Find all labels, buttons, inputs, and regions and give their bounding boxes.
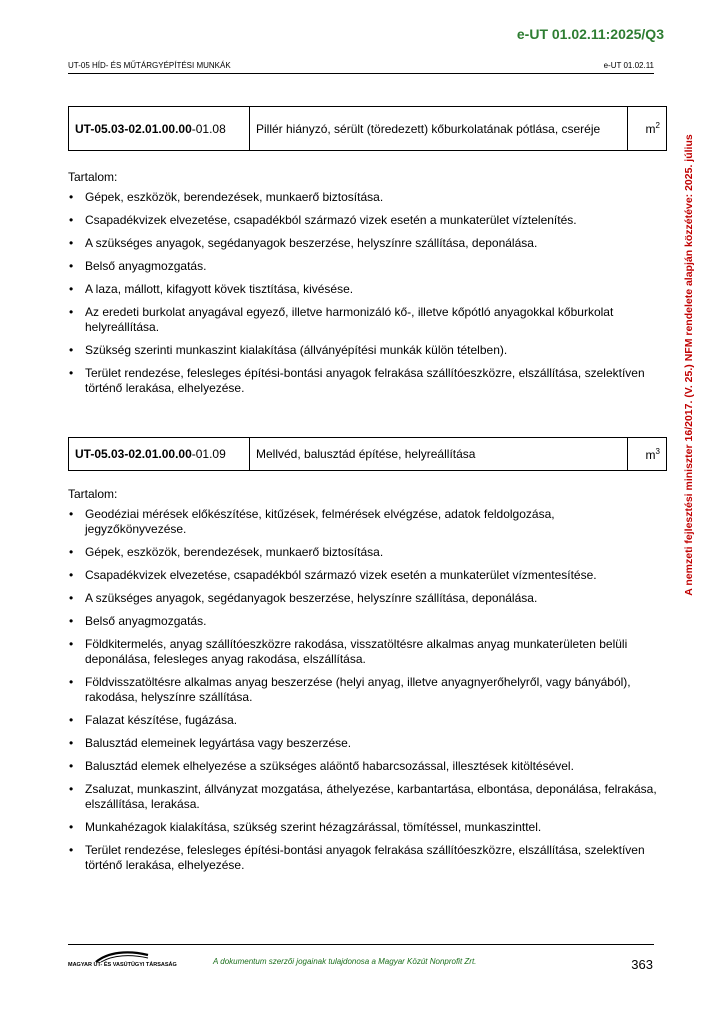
item-code-suffix: -01.08 [191, 121, 226, 136]
list-item: • Belső anyagmozgatás. [68, 614, 658, 629]
list-item: • Balusztád elemeinek legyártása vagy beszerzése. [68, 736, 658, 751]
list-item: • Belső anyagmozgatás. [68, 259, 658, 274]
list-item: • Gépek, eszközök, berendezések, munkaerő biztosítása. [68, 190, 658, 205]
list-item: • Munkahézagok kialakítása, szükség szerint hézagzárással, tömítéssel, munkaszinttel. [68, 820, 658, 835]
list-item: • Balusztád elemek elhelyezése a szükséges aláöntő habarcsozással, illesztések kitöltésével. [68, 759, 658, 774]
content-label: Tartalom: [68, 170, 118, 184]
unit-exponent: 3 [655, 446, 660, 456]
header-doc-id: e-UT 01.02.11 [603, 61, 654, 70]
list-item: • A laza, mállott, kifagyott kövek tisztítása, kivésése. [68, 282, 658, 297]
logo-text: MAGYAR ÚT- ÉS VASÚTÜGYI TÁRSASÁG [68, 962, 177, 968]
society-logo [68, 950, 178, 972]
list-item: • A szükséges anyagok, segédanyagok beszerzése, helyszínre szállítása, deponálása. [68, 591, 658, 606]
list-item: • Csapadékvizek elvezetése, csapadékból származó vizek esetén a munkaterület víztelenítés. [68, 213, 658, 228]
page-number: 363 [631, 957, 653, 972]
list-item: • Szükség szerinti munkaszint kialakítása (állványépítési munkák külön tételben). [68, 343, 658, 358]
side-note-text: A nemzeti fejlesztési miniszter 16/2017. (V. 25.) NFM rendelete alapján közzétéve: 2025. július [683, 134, 695, 596]
item-title: Pillér hiányzó, sérült (töredezett) kőburkolatának pótlása, cseréje [250, 107, 628, 151]
item-code-suffix: -01.09 [191, 447, 226, 461]
copyright-notice: A dokumentum szerzői jogainak tulajdonosa a Magyar Közút Nonprofit Zrt. [213, 957, 477, 966]
content-list [68, 190, 658, 396]
item-code [69, 438, 250, 471]
document-code: e-UT 01.02.11:2025/Q3 [516, 26, 664, 42]
list-item: • Gépek, eszközök, berendezések, munkaerő biztosítása. [68, 545, 658, 560]
list-item: • Az eredeti burkolat anyagával egyező, illetve harmonizáló kő-, illetve kőpótló anyagokkal kőburkolat helyreállítása. [68, 305, 658, 335]
list-item: • Földkitermelés, anyag szállítóeszközre rakodása, visszatöltésre alkalmas anyag munkaterületen belüli deponálása, felesleges anyag rakodása, elszállítása. [68, 637, 658, 667]
list-item: • Falazat készítése, fugázása. [68, 713, 658, 728]
list-item: • Geodéziai mérések előkészítése, kitűzések, felmérések elvégzése, adatok feldolgozása, jegyzőkönyvezése. [68, 507, 658, 537]
item-header-table [68, 106, 667, 151]
item-code-main: UT-05.03-02.01.00.00 [75, 447, 192, 461]
item-content [68, 487, 658, 881]
item-unit [628, 438, 667, 471]
header-chapter-title: UT-05 HÍD- ÉS MŰTÁRGYÉPÍTÉSI MUNKÁK [68, 61, 231, 70]
list-item: • Csapadékvizek elvezetése, csapadékból származó vizek esetén a munkaterület vízmentesítése. [68, 568, 658, 583]
item-unit [628, 107, 667, 151]
content-list [68, 507, 658, 873]
footer-rule [68, 944, 654, 945]
item-content [68, 170, 658, 404]
unit-base: m [645, 122, 656, 136]
item-title: Mellvéd, balusztád építése, helyreállítása [250, 438, 628, 471]
list-item: • Terület rendezése, felesleges építési-bontási anyagok felrakása szállítóeszközre, elszállítása, szelektíven történő lerakása, elhelyezése. [68, 843, 658, 873]
list-item: • Földvisszatöltésre alkalmas anyag beszerzése (helyi anyag, illetve anyagnyerőhelyről, vagy bányából), rakodása, helyszínre szállítása. [68, 675, 658, 705]
item-code-main: UT-05.03-02.01.00.00 [75, 121, 192, 136]
unit-exponent: 2 [655, 121, 660, 130]
running-header [68, 59, 654, 74]
content-label: Tartalom: [68, 487, 118, 501]
list-item: • Terület rendezése, felesleges építési-bontási anyagok felrakása szállítóeszközre, elszállítása, szelektíven történő lerakása, elhelyezése. [68, 366, 658, 396]
item-code [69, 107, 250, 151]
item-header-table [68, 437, 667, 471]
list-item: • A szükséges anyagok, segédanyagok beszerzése, helyszínre szállítása, deponálása. [68, 236, 658, 251]
list-item: • Zsaluzat, munkaszint, állványzat mozgatása, áthelyezése, karbantartása, elbontása, deponálása, felrakása, elszállítása, lerakása. [68, 782, 658, 812]
unit-base: m [645, 447, 656, 462]
